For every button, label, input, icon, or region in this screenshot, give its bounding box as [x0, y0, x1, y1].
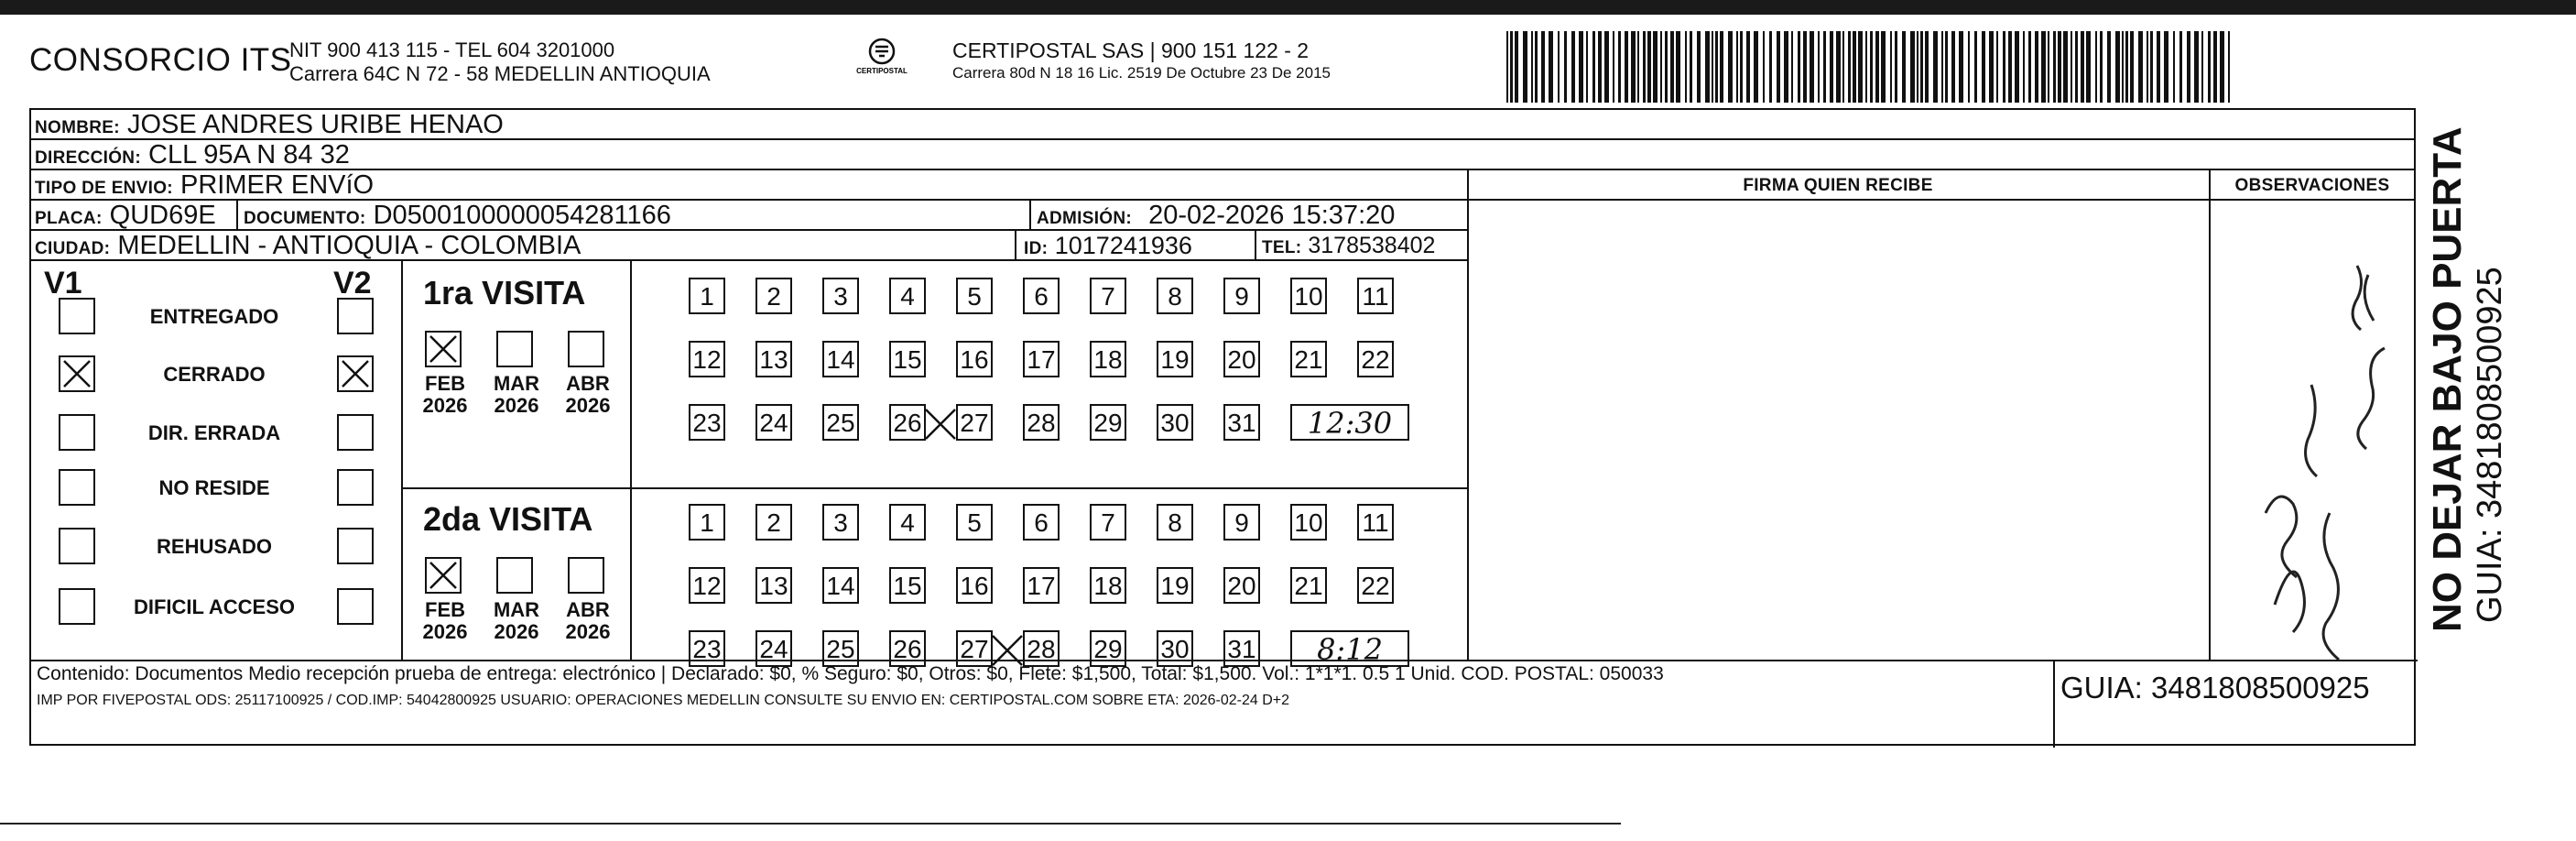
observaciones-label: OBSERVACIONES	[2234, 176, 2390, 195]
day-box[interactable]: 23	[689, 630, 725, 667]
divider-admision	[1029, 201, 1031, 231]
nombre-value: JOSE ANDRES URIBE HENAO	[126, 110, 504, 139]
status-label: CERRADO	[163, 363, 266, 386]
month-year: 2026	[422, 394, 468, 417]
month-checkbox[interactable]	[496, 331, 533, 367]
month-label: MAR	[493, 598, 540, 621]
month-checkbox[interactable]	[496, 557, 533, 594]
status-label: NO RESIDE	[158, 476, 270, 499]
divider-footer-guia	[2053, 660, 2055, 748]
admision-value: 20-02-2026 15:37:20	[1148, 201, 1396, 230]
visit-time: 12:30	[1290, 404, 1409, 441]
day-box[interactable]: 4	[889, 504, 926, 541]
day-box[interactable]: 8	[1157, 278, 1193, 314]
month-caption	[491, 373, 542, 417]
day-box[interactable]: 31	[1223, 630, 1260, 667]
day-box[interactable]: 18	[1090, 341, 1126, 377]
v1-checkbox[interactable]	[59, 355, 95, 392]
status-label: REHUSADO	[157, 535, 272, 558]
company-address: Carrera 64C N 72 - 58 MEDELLIN ANTIOQUIA	[289, 62, 711, 85]
certipostal-info	[952, 38, 1331, 83]
day-box[interactable]: 24	[755, 630, 792, 667]
day-box[interactable]: 23	[689, 404, 725, 441]
top-border	[0, 0, 2576, 15]
day-box[interactable]: 13	[755, 567, 792, 604]
day-box[interactable]: 21	[1290, 567, 1327, 604]
certipostal-logo-icon	[856, 37, 908, 79]
x-mark-icon	[339, 357, 372, 390]
footer-contenido: Contenido: Documentos Medio recepción prueba de entrega: electrónico | Declarado: $0, % Seguro: $0, Otros: $0, Flete: $1,500, Total: $1,500. Vol.: 1*1*1. 0.5 1 Unid. COD. POSTAL: 050033	[37, 663, 1664, 684]
day-box[interactable]: 15	[889, 567, 926, 604]
divider-tel	[1255, 231, 1256, 261]
v2-header: V2	[333, 266, 372, 300]
divider-right	[2414, 170, 2416, 238]
month-caption	[419, 599, 471, 643]
month-checkbox[interactable]	[425, 331, 462, 367]
footer-guia: GUIA: 3481808500925	[2060, 671, 2370, 704]
day-box[interactable]: 30	[1157, 630, 1193, 667]
day-box[interactable]: 11	[1357, 504, 1394, 541]
documento-value: D0500100000054281166	[373, 201, 671, 230]
certipostal-line: CERTIPOSTAL SAS | 900 151 122 - 2	[952, 38, 1310, 62]
company-nit: NIT 900 413 115 - TEL 604 3201000	[289, 38, 615, 61]
placa-value: QUD69E	[109, 201, 216, 230]
x-mark-icon	[922, 406, 959, 442]
license-line: Carrera 80d N 18 16 Lic. 2519 De Octubre 23 De 2015	[952, 64, 1331, 82]
month-year: 2026	[565, 620, 611, 643]
tel-cell	[1256, 231, 1435, 261]
day-box[interactable]: 18	[1090, 567, 1126, 604]
month-caption	[419, 373, 471, 417]
day-box[interactable]: 26	[889, 630, 926, 667]
v2-checkbox[interactable]	[337, 414, 374, 451]
day-box[interactable]: 28	[1023, 630, 1060, 667]
status-label: DIFICIL ACCESO	[133, 595, 295, 618]
v2-checkbox[interactable]	[337, 298, 374, 334]
documento-cell	[238, 201, 671, 231]
barcode	[1506, 31, 2230, 103]
day-box[interactable]: 25	[822, 404, 859, 441]
day-box[interactable]: 15	[889, 341, 926, 377]
ciudad-label: CIUDAD:	[35, 239, 111, 258]
id-label: ID:	[1024, 239, 1049, 258]
day-box[interactable]: 7	[1090, 504, 1126, 541]
day-box[interactable]: 30	[1157, 404, 1193, 441]
day-box[interactable]: 14	[822, 567, 859, 604]
day-box[interactable]: 11	[1357, 278, 1394, 314]
bottom-rule	[0, 823, 1621, 825]
v1-checkbox[interactable]	[59, 298, 95, 334]
v2-checkbox[interactable]	[337, 469, 374, 506]
company-info	[289, 38, 711, 86]
row-nombre	[31, 110, 2414, 140]
day-box[interactable]: 1	[689, 278, 725, 314]
month-checkbox[interactable]	[568, 331, 604, 367]
delivery-form	[29, 108, 2416, 746]
day-box[interactable]: 2	[755, 278, 792, 314]
v1-checkbox[interactable]	[59, 414, 95, 451]
day-box[interactable]: 16	[956, 341, 993, 377]
day-box[interactable]: 28	[1023, 404, 1060, 441]
status-label: ENTREGADO	[149, 305, 279, 328]
month-year: 2026	[494, 394, 539, 417]
month-caption	[562, 599, 614, 643]
visit-title: 2da VISITA	[423, 500, 593, 538]
firma-label: FIRMA QUIEN RECIBE	[1743, 176, 1933, 195]
footer-imp: IMP POR FIVEPOSTAL ODS: 25117100925 / COD.IMP: 54042800925 USUARIO: OPERACIONES MEDELLIN CONSULTE SU ENVIO EN: CERTIPOSTAL.COM SOBRE ETA: 2026-02-24 D+2	[37, 693, 1290, 708]
day-box[interactable]: 3	[822, 278, 859, 314]
tel-value: 3178538402	[1308, 233, 1436, 258]
direccion-value: CLL 95A N 84 32	[148, 140, 350, 169]
day-box[interactable]: 20	[1223, 341, 1260, 377]
id-cell	[1016, 231, 1192, 261]
day-box[interactable]: 1	[689, 504, 725, 541]
observaciones-handwriting	[2211, 238, 2414, 660]
divider-visits	[401, 487, 1467, 489]
day-box[interactable]: 22	[1357, 567, 1394, 604]
day-box[interactable]: 31	[1223, 404, 1260, 441]
v1-checkbox[interactable]	[59, 528, 95, 564]
v2-checkbox[interactable]	[337, 588, 374, 625]
divider-id	[1015, 231, 1016, 261]
month-label: FEB	[425, 372, 465, 395]
day-box[interactable]: 27	[956, 630, 993, 667]
day-box[interactable]: 19	[1157, 341, 1193, 377]
day-box[interactable]: 10	[1290, 504, 1327, 541]
month-label: ABR	[566, 598, 610, 621]
day-box[interactable]: 17	[1023, 567, 1060, 604]
day-box[interactable]: 17	[1023, 341, 1060, 377]
side-guia: GUIA: 3481808500925	[2471, 267, 2509, 623]
ciudad-value: MEDELLIN - ANTIOQUIA - COLOMBIA	[117, 231, 582, 260]
day-box[interactable]: 5	[956, 504, 993, 541]
month-checkbox[interactable]	[425, 557, 462, 594]
day-box[interactable]: 7	[1090, 278, 1126, 314]
v2-checkbox[interactable]	[337, 355, 374, 392]
company-name: CONSORCIO ITS	[29, 42, 292, 78]
admision-cell	[1029, 201, 1395, 231]
placa-label: PLACA:	[35, 209, 103, 228]
v1-checkbox[interactable]	[59, 588, 95, 625]
month-label: FEB	[425, 598, 465, 621]
v2-checkbox[interactable]	[337, 528, 374, 564]
admision-label: ADMISIÓN:	[1037, 209, 1133, 228]
day-box[interactable]: 26	[889, 404, 926, 441]
day-box[interactable]: 9	[1223, 278, 1260, 314]
day-box[interactable]: 6	[1023, 278, 1060, 314]
day-box[interactable]: 4	[889, 278, 926, 314]
day-box[interactable]: 10	[1290, 278, 1327, 314]
month-year: 2026	[422, 620, 468, 643]
divider-months	[630, 261, 632, 661]
x-mark-icon	[427, 333, 460, 366]
visit-time: 8:12	[1290, 630, 1409, 667]
day-box[interactable]: 25	[822, 630, 859, 667]
day-box[interactable]: 21	[1290, 341, 1327, 377]
month-checkbox[interactable]	[568, 557, 604, 594]
x-mark-icon	[60, 357, 93, 390]
tipo-value: PRIMER ENVíO	[180, 170, 375, 200]
day-box[interactable]: 16	[956, 567, 993, 604]
tel-label: TEL:	[1262, 238, 1302, 257]
day-box[interactable]: 20	[1223, 567, 1260, 604]
day-box[interactable]: 2	[755, 504, 792, 541]
day-box[interactable]: 27	[956, 404, 993, 441]
status-label: DIR. ERRADA	[147, 421, 281, 444]
month-label: ABR	[566, 372, 610, 395]
row-ciudad	[31, 231, 1467, 261]
day-box[interactable]: 14	[822, 341, 859, 377]
documento-label: DOCUMENTO:	[244, 209, 366, 228]
day-box[interactable]: 29	[1090, 404, 1126, 441]
divider-firma	[1467, 170, 1469, 661]
id-value: 1017241936	[1054, 232, 1192, 259]
month-caption	[491, 599, 542, 643]
month-label: MAR	[493, 372, 540, 395]
month-caption	[562, 373, 614, 417]
month-year: 2026	[494, 620, 539, 643]
day-box[interactable]: 13	[755, 341, 792, 377]
divider-placa	[236, 201, 238, 231]
day-box[interactable]: 12	[689, 567, 725, 604]
day-box[interactable]: 9	[1223, 504, 1260, 541]
direccion-label: DIRECCIÓN:	[35, 148, 141, 168]
firma-header-line	[1467, 199, 2416, 201]
tipo-label: TIPO DE ENVIO:	[35, 179, 173, 198]
no-dejar-warning: NO DEJAR BAJO PUERTA	[2425, 126, 2470, 632]
nombre-label: NOMBRE:	[35, 118, 120, 137]
day-box[interactable]: 12	[689, 341, 725, 377]
day-box[interactable]: 29	[1090, 630, 1126, 667]
day-box[interactable]: 24	[755, 404, 792, 441]
day-box[interactable]: 3	[822, 504, 859, 541]
row-direccion	[31, 140, 2414, 170]
v1-header: V1	[44, 266, 82, 300]
x-mark-icon	[427, 559, 460, 592]
day-box[interactable]: 19	[1157, 567, 1193, 604]
day-box[interactable]: 6	[1023, 504, 1060, 541]
day-box[interactable]: 5	[956, 278, 993, 314]
month-year: 2026	[565, 394, 611, 417]
v1-checkbox[interactable]	[59, 469, 95, 506]
day-box[interactable]: 22	[1357, 341, 1394, 377]
visit-title: 1ra VISITA	[423, 274, 586, 311]
day-box[interactable]: 8	[1157, 504, 1193, 541]
divider-status	[401, 261, 403, 661]
logo-text: CERTIPOSTAL	[856, 67, 908, 75]
